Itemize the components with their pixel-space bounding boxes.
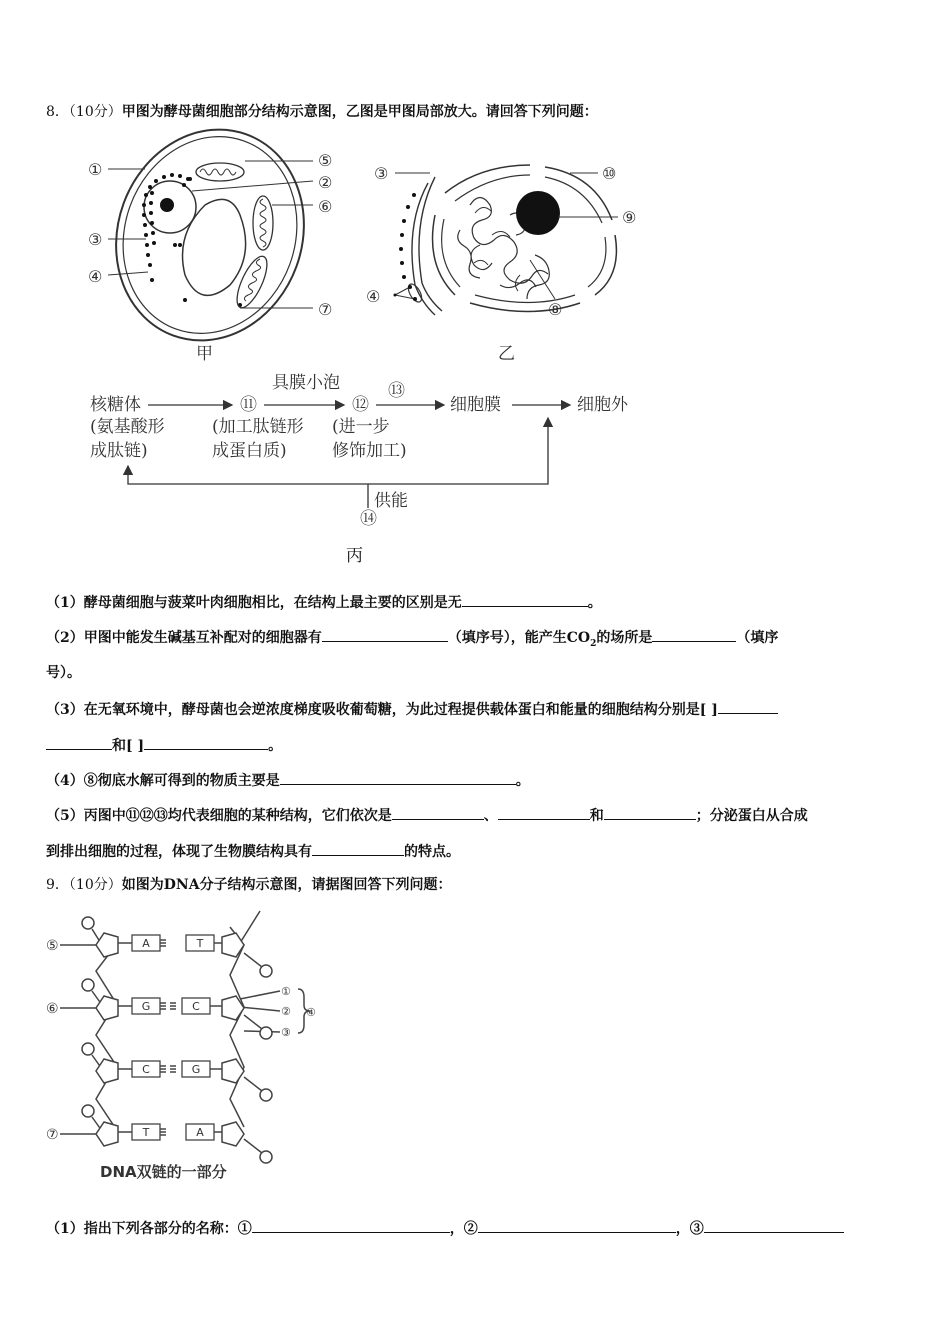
answer-blank-q8-2b[interactable] — [652, 627, 736, 642]
q8-sub4: （4）⑧彻底水解可得到的物质主要是 。 — [46, 770, 530, 791]
jia-label-1: ① — [88, 160, 103, 179]
bing-n11: ⑪ — [240, 395, 257, 415]
jia-label-6: ⑥ — [318, 197, 333, 216]
base-T-1: T — [196, 937, 204, 950]
yi-label-9: ⑨ — [622, 208, 637, 227]
q8-bracket-2: [ ] — [126, 738, 145, 754]
jia-label-4: ④ — [88, 267, 103, 286]
answer-blank-q8-5b[interactable] — [498, 805, 590, 820]
bing-n11-note1: (加工肽链形 — [212, 417, 304, 437]
answer-blank-q9-2[interactable] — [478, 1218, 676, 1233]
q9-number: 9． — [46, 877, 69, 893]
q8-number: 8． — [46, 104, 69, 120]
jia-label-3: ③ — [88, 230, 103, 249]
base-G-2: G — [141, 1000, 151, 1013]
answer-blank-q9-1[interactable] — [252, 1218, 450, 1233]
jia-label-2: ② — [318, 173, 333, 192]
q8-bracket-1: [ ] — [699, 702, 718, 718]
bing-vesicle: 具膜小泡 — [272, 373, 340, 393]
bing-n12-note2: 修饰加工) — [332, 441, 407, 461]
q8-stem-text: 甲图为酵母菌细胞部分结构示意图，乙图是甲图局部放大。请回答下列问题： — [121, 104, 598, 120]
answer-blank-q8-3a[interactable] — [718, 699, 778, 714]
yi-label-3: ③ — [374, 164, 389, 183]
yi-caption: 乙 — [498, 344, 515, 364]
dna-label-4: ④ — [306, 1006, 316, 1019]
q8-sub5-cont: 到排出细胞的过程，体现了生物膜结构具有 的特点。 — [46, 841, 460, 862]
bing-n12-note1: (进一步 — [332, 417, 390, 437]
yi-label-8: ⑧ — [548, 300, 563, 319]
jia-label-5: ⑤ — [318, 151, 333, 170]
bing-membrane: 细胞膜 — [450, 395, 501, 415]
figure-dna — [44, 905, 334, 1195]
yi-label-10: ⑩ — [602, 164, 617, 183]
answer-blank-q8-3b[interactable] — [144, 735, 268, 750]
q9-score: （10分） — [68, 877, 122, 893]
q8-sub3-cont: 和[ ] 。 — [46, 735, 282, 756]
bing-arrows — [0, 0, 950, 600]
bing-n14: ⑭ — [360, 509, 377, 529]
q8-sub2: （2）甲图中能发生碱基互补配对的细胞器有 （填序号），能产生$CO_2$的场所是 （填序 — [46, 627, 778, 654]
answer-blank-q9-3[interactable] — [704, 1218, 844, 1233]
base-A-1: A — [142, 937, 150, 950]
bing-n11-note2: 成蛋白质) — [212, 441, 287, 461]
q8-sub1: （1）酵母菌细胞与菠菜叶肉细胞相比，在结构上最主要的区别是无 。 — [46, 592, 602, 613]
answer-blank-q8-5d[interactable] — [312, 841, 404, 856]
dna-label-3: ③ — [281, 1026, 291, 1039]
dna-label-5: ⑤ — [46, 938, 59, 954]
q8-sub5: （5）丙图中⑪⑫⑬均代表细胞的某种结构，它们依次是 、 和 ；分泌蛋白从合成 — [46, 805, 808, 826]
answer-blank-q8-4[interactable] — [280, 770, 516, 785]
jia-caption: 甲 — [196, 344, 213, 364]
dna-label-7: ⑦ — [46, 1127, 59, 1143]
dna-caption: DNA双链的一部分 — [100, 1163, 227, 1181]
bing-energy: 供能 — [374, 491, 408, 511]
bing-n12: ⑫ — [352, 395, 369, 415]
answer-blank-q8-3a-cont[interactable] — [46, 735, 112, 750]
bing-ribosome-note1: (氨基酸形 — [90, 417, 165, 437]
q9-sub1: （1）指出下列各部分的名称：① ，② ，③ — [46, 1218, 844, 1239]
yi-label-4: ④ — [366, 287, 381, 306]
dna-label-6: ⑥ — [46, 1001, 59, 1017]
bing-ribosome: 核糖体 — [90, 395, 141, 415]
base-G-3: G — [191, 1063, 201, 1076]
base-A-4: A — [196, 1126, 204, 1139]
q8-sub2-cont: 号）。 — [46, 665, 81, 681]
bing-ribosome-note2: 成肽链) — [90, 441, 148, 461]
dna-label-1: ① — [281, 985, 291, 998]
jia-label-7: ⑦ — [318, 300, 333, 319]
answer-blank-q8-1[interactable] — [462, 592, 588, 607]
bing-outside: 细胞外 — [577, 395, 628, 415]
dna-label-2: ② — [281, 1005, 291, 1018]
bing-caption: 丙 — [346, 546, 363, 566]
q8-sub3: （3）在无氧环境中，酵母菌也会逆浓度梯度吸收葡萄糖，为此过程提供载体蛋白和能量的细胞结构分别是[ ] — [46, 699, 778, 720]
answer-blank-q8-5c[interactable] — [604, 805, 696, 820]
answer-blank-q8-5a[interactable] — [392, 805, 484, 820]
bing-n13: ⑬ — [388, 381, 405, 401]
base-C-2: C — [192, 1000, 200, 1013]
q9-stem: 9．（10分）如图为DNA分子结构示意图，请据图回答下列问题： — [46, 877, 452, 893]
base-C-3: C — [142, 1063, 150, 1076]
q8-score: （10分） — [68, 104, 122, 120]
answer-blank-q8-2a[interactable] — [322, 627, 448, 642]
base-T-4: T — [142, 1126, 150, 1139]
